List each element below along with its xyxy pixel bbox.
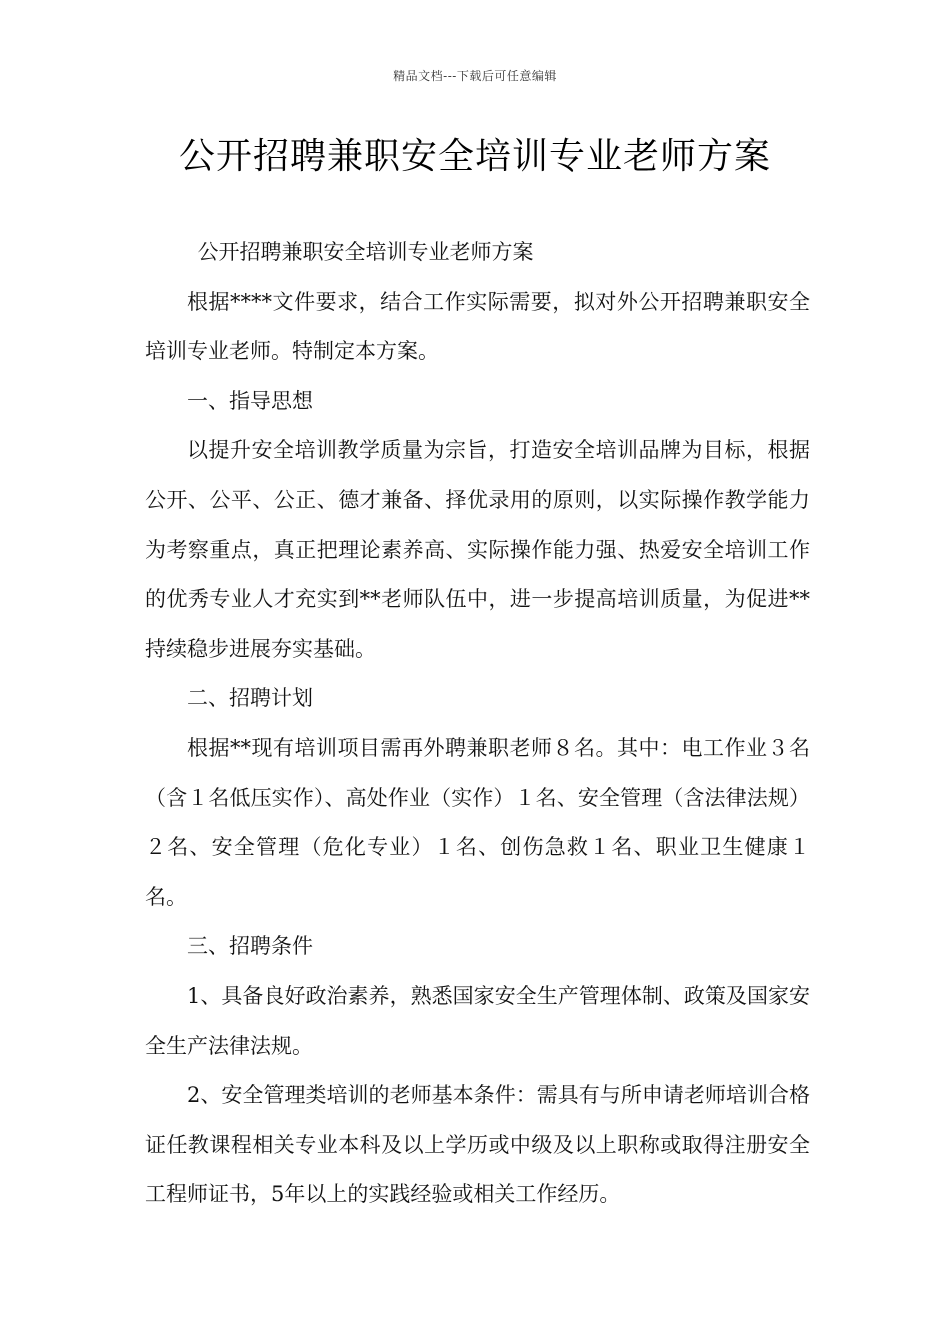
recruitment-plan-paragraph: 根据**现有培训项目需再外聘兼职老师８名。其中：电工作业３名（含１名低压实作）、高处作业（实作）１名、安全管理（含法律法规）２名、安全管理（危化专业）１名、创伤急救１名、职业卫生健康１名。 (145, 735, 810, 909)
section-heading-recruitment-plan: 二、招聘计划 (187, 686, 313, 711)
section-heading-guiding-idea: 一、指导思想 (187, 388, 313, 413)
guiding-idea-paragraph: 以提升安全培训教学质量为宗旨，打造安全培训品牌为目标，根据公开、公平、公正、德才兼备、择优录用的原则，以实际操作教学能力为考察重点，真正把理论素养高、实际操作能力强、热爱安全培训工作的优秀专业人才充实到**老师队伍中，进一步提高培训质量，为促进**持续稳步进展夯实基础。 (145, 438, 810, 661)
document-body (145, 228, 810, 1220)
condition-item-2: 2、安全管理类培训的老师基本条件：需具有与所申请老师培训合格证任教课程相关专业本科及以上学历或中级及以上职称或取得注册安全工程师证书，5年以上的实践经验或相关工作经历。 (145, 1083, 810, 1207)
header-note: 精品文档---下载后可任意编辑 (393, 69, 557, 83)
condition-item-1: 1、具备良好政治素养，熟悉国家安全生产管理体制、政策及国家安全生产法律法规。 (145, 983, 810, 1058)
intro-paragraph: 根据****文件要求，结合工作实际需要，拟对外公开招聘兼职安全培训专业老师。特制定本方案。 (145, 289, 810, 364)
subtitle-paragraph: 公开招聘兼职安全培训专业老师方案 (197, 240, 534, 264)
document-title: 公开招聘兼职安全培训专业老师方案 (178, 136, 771, 177)
section-heading-recruitment-conditions: 三、招聘条件 (187, 934, 313, 959)
